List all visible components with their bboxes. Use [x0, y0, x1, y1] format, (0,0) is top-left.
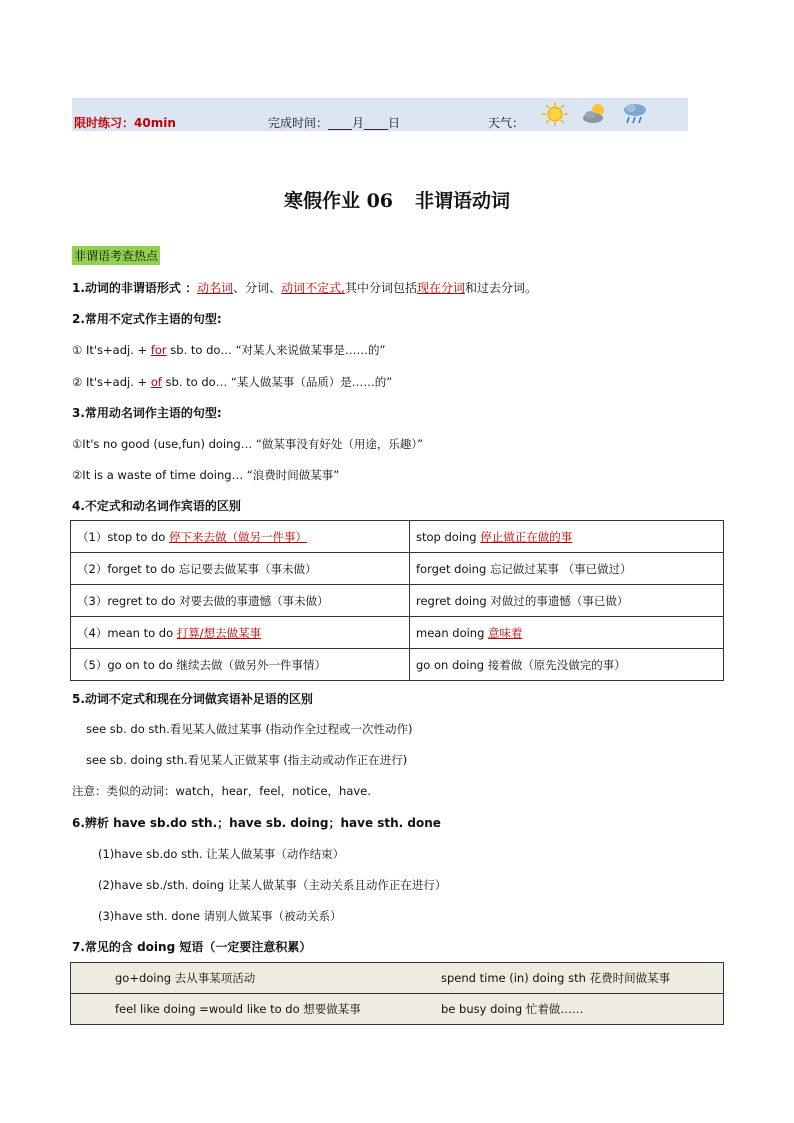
table-cell-right: [410, 521, 724, 553]
table-row: [71, 521, 724, 553]
phrase: spend time (in) doing sth 花费时间做某事: [441, 971, 671, 985]
rain-icon: [621, 101, 649, 127]
s2-line-1: [72, 342, 386, 358]
verb-form: （5）go on to do: [77, 657, 177, 672]
table-cell-left: [71, 617, 410, 649]
verb-meaning: 接着做（原先没做完的事）: [487, 657, 626, 672]
s5-heading: 5.动词不定式和现在分词做宾语补足语的区别: [72, 692, 313, 706]
verb-meaning: 打算/想去做某事: [176, 625, 262, 640]
verb-meaning: 停下来去做（做另一件事）: [169, 529, 307, 544]
verb-form: regret doing: [416, 593, 491, 608]
partly-cloudy-icon: [581, 101, 609, 127]
title-main: 寒假作业 06: [283, 190, 394, 212]
s1-end: 和过去分词。: [464, 281, 537, 295]
title-sub: 非谓语动词: [415, 190, 511, 212]
section-tag: 非谓语考查热点: [72, 246, 160, 265]
verb-form: stop doing: [416, 529, 481, 544]
table-cell-right: [441, 994, 724, 1025]
table-cell-left: [71, 649, 410, 681]
phrase: be busy doing 忙着做……: [441, 1002, 584, 1016]
table-row: [71, 585, 724, 617]
table-cell-left: [71, 521, 410, 553]
table-cell-right: [410, 585, 724, 617]
s1-infinitive: 动词不定式,: [281, 281, 345, 295]
weather-label: 天气：: [488, 116, 525, 130]
verb-form: go on doing: [416, 657, 488, 672]
s2-l2-a: ② It's+adj. +: [72, 375, 151, 389]
s2-heading: 2.常用不定式作主语的句型:: [72, 312, 222, 326]
s5-note: 注意：类似的动词：watch，hear，feel，notice，have.: [72, 784, 371, 798]
table-row: [71, 617, 724, 649]
s1-sep: 、分词、: [233, 281, 282, 295]
verb-meaning: 继续去做（做另外一件事情）: [176, 657, 326, 672]
s1-mid: 其中分词包括: [344, 281, 417, 295]
s3-line-2: ②It is a waste of time doing… “浪费时间做某事”: [72, 468, 340, 482]
s3-line-1: ①It's no good (use,fun) doing… “做某事没有好处（用途，乐趣）”: [72, 437, 424, 451]
verb-form: （4）mean to do: [77, 625, 177, 640]
verb-form: forget doing: [416, 561, 490, 576]
verb-form: （3）regret to do: [77, 593, 180, 608]
page-title: [0, 186, 794, 213]
verb-meaning: 意味着: [488, 625, 523, 640]
s6-line-2: (2)have sb./sth. doing 让某人做某事（主动关系且动作正在进行）: [98, 878, 447, 892]
verb-meaning: 对做过的事遗憾（事已做）: [490, 593, 629, 608]
table-cell-left: [71, 585, 410, 617]
table-cell-right: [410, 649, 724, 681]
s2-l1-c: sb. to do… “对某人来说做某事是……的”: [166, 343, 386, 357]
verb-meaning: 对要去做的事遗憾（事未做）: [179, 593, 329, 608]
table-row: [71, 553, 724, 585]
table-cell-left: [71, 994, 442, 1025]
sun-icon: [541, 101, 569, 127]
verb-meaning: 停止做正在做的事: [480, 529, 573, 544]
verb-form: mean doing: [416, 625, 489, 640]
verb-meaning: 忘记做过某事 （事已做过）: [489, 561, 632, 576]
table-cell-right: [410, 553, 724, 585]
verb-form: （1）stop to do: [77, 529, 169, 544]
s6-line-3: (3)have sth. done 请别人做某事（被动关系）: [98, 909, 342, 923]
s2-l1-a: ① It's+adj. +: [72, 343, 151, 357]
s3-heading: 3.常用动名词作主语的句型:: [72, 406, 222, 420]
s2-l2-c: sb. to do… “某人做某事（品质）是……的”: [161, 375, 393, 389]
table-row: [71, 994, 724, 1025]
table-cell-right: [441, 963, 724, 994]
s5-line-1: see sb. do sth.看见某人做过某事 (指动作全过程或一次性动作): [86, 722, 413, 736]
s2-l1-for: for: [150, 343, 167, 357]
table-cell-left: [71, 553, 410, 585]
s6-line-1: (1)have sb.do sth. 让某人做某事（动作结束）: [98, 847, 345, 861]
s7-heading: 7.常见的含 doing 短语（一定要注意积累）: [72, 940, 312, 954]
s2-line-2: [72, 374, 392, 390]
section-1: [72, 279, 537, 296]
s1-lead: 1.动词的非谓语形式 ：: [72, 281, 198, 295]
table-cell-right: [410, 617, 724, 649]
s4-heading: 4.不定式和动名词作宾语的区别: [72, 499, 241, 513]
phrase: go+doing 去从事某项活动: [115, 971, 256, 985]
s1-gerund: 动名词: [197, 281, 234, 295]
infinitive-gerund-table: [70, 520, 724, 681]
time-limit-label: 限时练习：40min: [74, 116, 176, 130]
table-row: [71, 963, 724, 994]
verb-meaning: 忘记要去做某事（事未做）: [178, 561, 317, 576]
s2-l2-of: of: [150, 375, 162, 389]
s5-line-2: see sb. doing sth.看见某人正做某事 (指主动或动作正在进行): [86, 753, 408, 767]
s6-heading: 6.辨析 have sb.do sth.；have sb. doing；have sth. done: [72, 816, 441, 830]
completion-time-label: 完成时间：____月____日: [268, 116, 401, 130]
table-row: [71, 649, 724, 681]
phrase: feel like doing =would like to do 想要做某事: [115, 1002, 361, 1016]
table-cell-left: [71, 963, 442, 994]
verb-form: （2）forget to do: [77, 561, 179, 576]
s1-present-participle: 现在分词: [416, 281, 465, 295]
doing-phrase-table: [70, 962, 724, 1025]
